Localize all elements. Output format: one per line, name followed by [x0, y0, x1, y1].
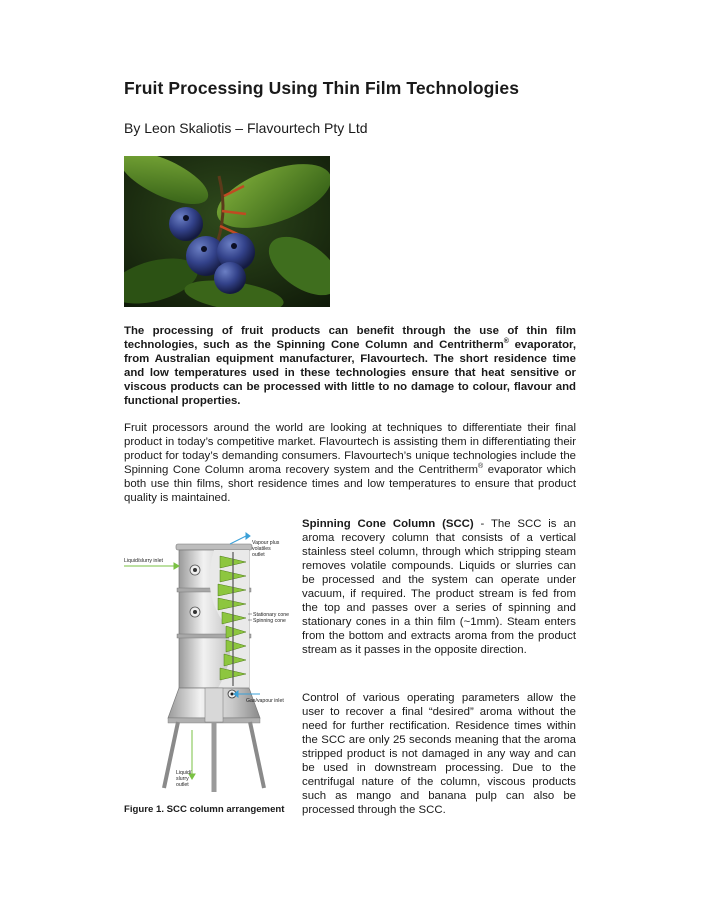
- scc-heading: Spinning Cone Column (SCC): [302, 518, 474, 530]
- registered-mark: ®: [478, 463, 484, 471]
- label-stationary-cone: Stationary cone: [253, 612, 290, 618]
- blueberry-photo: [124, 156, 330, 307]
- label-liquid-outlet-1: Liquid/: [176, 770, 192, 776]
- registered-mark: ®: [503, 338, 509, 346]
- intro-text-1: The processing of fruit products can benefit through the use of thin film technologies, such as the Spinning Cone Column and Centritherm: [124, 325, 576, 351]
- byline: By Leon Skaliotis – Flavourtech Pty Ltd: [124, 120, 368, 136]
- blueberry-image: [124, 156, 330, 307]
- scc-text: - The SCC is an aroma recovery column that consists of a vertical stainless steel column, through which stripping steam removes volatile compounds. Liquids or slurries can be processed and the system can operate under vacuum, if required. The product stream is fed from the top and passes over a series of spinning and stationary cones in a thin film (~1mm). Steam enters from the bottom and extracts aroma from the product stream as it passes in the opposite direction.: [302, 518, 576, 656]
- intro-text-2: evaporator, from Australian equipment manufacturer, Flavourtech. The short residence time and low temperatures used in these technologies ensure that heat sensitive or viscous products can be processed with little to no damage to colour, flavour and functional properties.: [124, 339, 576, 407]
- label-vapour-outlet-1: Vapour plus: [252, 540, 280, 546]
- body-text-1: Fruit processors around the world are looking at techniques to differentiate their final product in today’s competitive market. Flavourtech is assisting them in differentiating their product for today’s demanding consumers. Flavourtech’s unique technologies include the Spinning Cone Column aroma recovery system and the Centritherm: [124, 422, 576, 476]
- label-vapour-outlet-3: outlet: [252, 552, 265, 558]
- label-spinning-cone: Spinning cone: [253, 618, 286, 624]
- label-liquid-inlet: Liquid/slurry inlet: [124, 558, 163, 564]
- scc-column-figure: [122, 530, 298, 810]
- scc-paragraph: [302, 517, 576, 657]
- figure-caption: Figure 1. SCC column arrangement: [124, 804, 285, 815]
- label-vapour-outlet-2: volatiles: [252, 546, 271, 552]
- page-title: Fruit Processing Using Thin Film Technologies: [124, 78, 520, 98]
- body-paragraph: [124, 421, 576, 505]
- intro-paragraph: [124, 324, 576, 408]
- label-liquid-outlet-3: outlet: [176, 782, 189, 788]
- label-gas-inlet: Gas/vapour inlet: [246, 698, 284, 704]
- body-text-2: evaporator which both use thin films, short residence times and low temperatures to ensure that product quality is maintained.: [124, 464, 576, 504]
- scc-diagram: [122, 530, 298, 810]
- control-paragraph: Control of various operating parameters allow the user to recover a final “desired” aroma without the need for further rectification. Residence times within the SCC are only 25 seconds meaning that the aroma stripped product is not damaged in any way and can be used in downstream processing. Due to the centrifugal nature of the column, viscous products such as mango and banana pulp can also be processed through the SCC.: [302, 692, 576, 816]
- label-liquid-outlet-2: slurry: [176, 776, 189, 782]
